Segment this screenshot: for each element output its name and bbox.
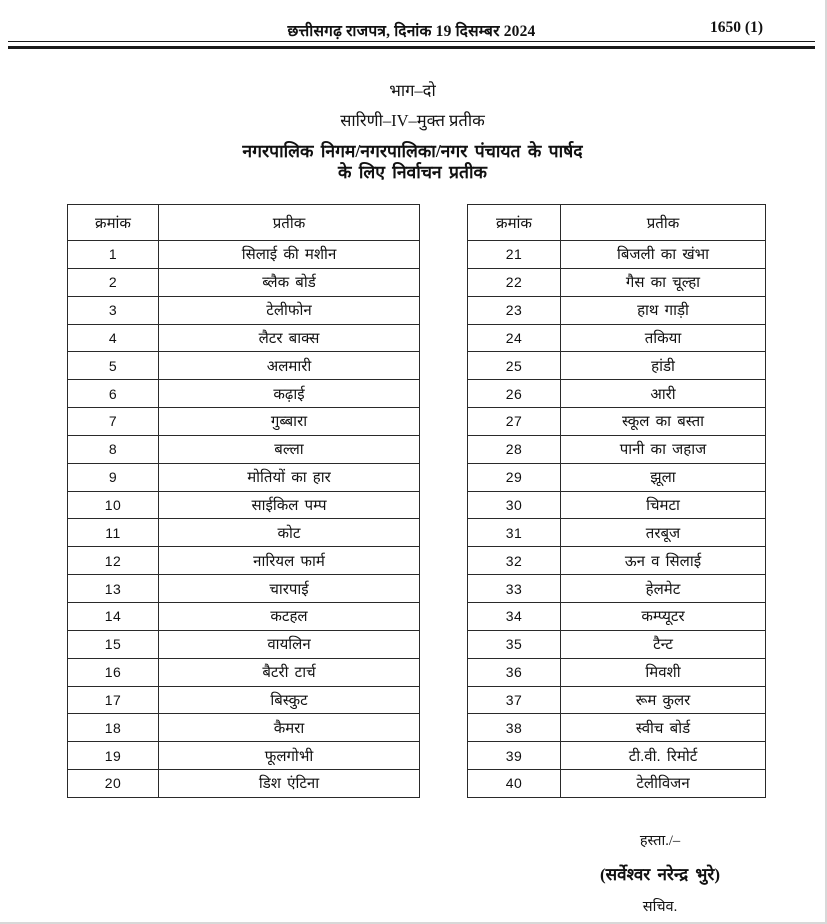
table-header-row: [68, 205, 420, 241]
serial-cell: 35: [468, 630, 561, 658]
symbol-cell: स्कूल का बस्ता: [561, 408, 766, 436]
serial-cell: 9: [68, 463, 159, 491]
title-block: [0, 78, 825, 131]
symbol-cell: मिवशी: [561, 658, 766, 686]
table-row: [468, 296, 766, 324]
table-row: [468, 575, 766, 603]
symbol-cell: स्वीच बोर्ड: [561, 714, 766, 742]
symbol-cell: वायलिन: [159, 630, 420, 658]
symbol-cell: हांडी: [561, 352, 766, 380]
symbol-cell: गुब्बारा: [159, 408, 420, 436]
serial-cell: 18: [68, 714, 159, 742]
table-row: [68, 268, 420, 296]
symbol-cell: हेलमेट: [561, 575, 766, 603]
serial-cell: 3: [68, 296, 159, 324]
serial-cell: 40: [468, 770, 561, 798]
table-row: [68, 380, 420, 408]
signature-block: [540, 830, 780, 916]
symbol-cell: गैस का चूल्हा: [561, 268, 766, 296]
symbol-cell: कैमरा: [159, 714, 420, 742]
table-row: [68, 686, 420, 714]
serial-cell: 38: [468, 714, 561, 742]
serial-cell: 24: [468, 324, 561, 352]
table-header-row: [468, 205, 766, 241]
serial-cell: 36: [468, 658, 561, 686]
symbol-cell: हाथ गाड़ी: [561, 296, 766, 324]
symbol-cell: चारपाई: [159, 575, 420, 603]
serial-cell: 31: [468, 519, 561, 547]
symbol-cell: मोतियों का हार: [159, 463, 420, 491]
serial-cell: 20: [68, 770, 159, 798]
symbol-cell: डिश एंटिना: [159, 770, 420, 798]
serial-cell: 29: [468, 463, 561, 491]
symbol-cell: कढ़ाई: [159, 380, 420, 408]
serial-header: क्रमांक: [468, 205, 561, 241]
table-row: [468, 630, 766, 658]
symbol-cell: फूलगोभी: [159, 742, 420, 770]
table-row: [68, 408, 420, 436]
symbols-table-right: [467, 204, 766, 798]
table-row: [68, 519, 420, 547]
main-title-line2: के लिए निर्वाचन प्रतीक: [338, 162, 487, 182]
table-row: [468, 324, 766, 352]
symbol-cell: बिजली का खंभा: [561, 241, 766, 269]
table-row: [468, 714, 766, 742]
symbol-cell: टेलीफोन: [159, 296, 420, 324]
table-row: [468, 602, 766, 630]
serial-cell: 7: [68, 408, 159, 436]
serial-cell: 34: [468, 602, 561, 630]
serial-cell: 13: [68, 575, 159, 603]
serial-cell: 28: [468, 435, 561, 463]
serial-cell: 14: [68, 602, 159, 630]
table-row: [68, 491, 420, 519]
symbol-cell: टेलीविजन: [561, 770, 766, 798]
table-row: [68, 658, 420, 686]
serial-cell: 12: [68, 547, 159, 575]
symbol-cell: कोट: [159, 519, 420, 547]
symbol-cell: बैटरी टार्च: [159, 658, 420, 686]
main-title-line1: नगरपालिक निगम/नगरपालिका/नगर पंचायत के पार्षद: [242, 141, 583, 161]
symbol-cell: ऊन व सिलाई: [561, 547, 766, 575]
symbol-cell: टैन्ट: [561, 630, 766, 658]
signature-prefix: हस्ता./–: [639, 833, 681, 849]
table-row: [68, 352, 420, 380]
part-title: भाग–दो: [389, 81, 436, 100]
table-row: [68, 241, 420, 269]
table-row: [468, 547, 766, 575]
series-title: सारिणी–IV–मुक्त प्रतीक: [340, 111, 485, 130]
symbol-cell: तरबूज: [561, 519, 766, 547]
serial-cell: 37: [468, 686, 561, 714]
serial-cell: 39: [468, 742, 561, 770]
table-row: [468, 686, 766, 714]
serial-cell: 23: [468, 296, 561, 324]
serial-cell: 26: [468, 380, 561, 408]
table-row: [468, 241, 766, 269]
symbol-cell: ब्लैक बोर्ड: [159, 268, 420, 296]
table-row: [68, 296, 420, 324]
serial-cell: 22: [468, 268, 561, 296]
symbol-cell: टी.वी. रिमोर्ट: [561, 742, 766, 770]
table-row: [68, 630, 420, 658]
serial-cell: 11: [68, 519, 159, 547]
table-row: [68, 547, 420, 575]
table-row: [68, 435, 420, 463]
table-row: [468, 352, 766, 380]
running-head: [8, 16, 815, 42]
table-row: [468, 463, 766, 491]
table-row: [68, 575, 420, 603]
serial-cell: 25: [468, 352, 561, 380]
table-row: [68, 324, 420, 352]
symbol-cell: झूला: [561, 463, 766, 491]
symbol-cell: साईकिल पम्प: [159, 491, 420, 519]
symbol-cell: आरी: [561, 380, 766, 408]
table-row: [68, 714, 420, 742]
signatory-name: (सर्वेश्वर नरेन्द्र भुरे): [600, 865, 720, 884]
symbol-header: प्रतीक: [159, 205, 420, 241]
table-row: [68, 602, 420, 630]
table-row: [68, 742, 420, 770]
symbol-header: प्रतीक: [561, 205, 766, 241]
symbols-table-left: [67, 204, 420, 798]
table-row: [468, 491, 766, 519]
symbol-cell: लैटर बाक्स: [159, 324, 420, 352]
table-row: [68, 770, 420, 798]
symbol-cell: कटहल: [159, 602, 420, 630]
serial-cell: 1: [68, 241, 159, 269]
symbol-cell: नारियल फार्म: [159, 547, 420, 575]
table-row: [468, 268, 766, 296]
serial-cell: 8: [68, 435, 159, 463]
serial-cell: 33: [468, 575, 561, 603]
table-row: [468, 380, 766, 408]
symbol-cell: बल्ला: [159, 435, 420, 463]
serial-cell: 17: [68, 686, 159, 714]
serial-cell: 10: [68, 491, 159, 519]
header-double-rule: [8, 46, 815, 49]
table-row: [468, 408, 766, 436]
serial-cell: 5: [68, 352, 159, 380]
table-row: [468, 435, 766, 463]
symbol-cell: तकिया: [561, 324, 766, 352]
serial-cell: 30: [468, 491, 561, 519]
signatory-designation: सचिव.: [642, 899, 678, 915]
serial-cell: 16: [68, 658, 159, 686]
symbol-cell: सिलाई की मशीन: [159, 241, 420, 269]
symbol-cell: रूम कुलर: [561, 686, 766, 714]
symbol-cell: बिस्कुट: [159, 686, 420, 714]
main-title: [0, 141, 825, 183]
symbol-cell: चिमटा: [561, 491, 766, 519]
table-row: [468, 519, 766, 547]
serial-cell: 21: [468, 241, 561, 269]
serial-cell: 32: [468, 547, 561, 575]
table-row: [468, 770, 766, 798]
serial-cell: 19: [68, 742, 159, 770]
gazette-title: छत्तीसगढ़ राजपत्र, दिनांक 19 दिसम्बर 2024: [287, 23, 536, 40]
serial-cell: 4: [68, 324, 159, 352]
page-number: 1650 (1): [710, 19, 763, 36]
symbol-cell: कम्प्यूटर: [561, 602, 766, 630]
serial-header: क्रमांक: [68, 205, 159, 241]
serial-cell: 6: [68, 380, 159, 408]
symbol-cell: अलमारी: [159, 352, 420, 380]
table-row: [68, 463, 420, 491]
table-row: [468, 658, 766, 686]
table-row: [468, 742, 766, 770]
serial-cell: 2: [68, 268, 159, 296]
symbol-cell: पानी का जहाज: [561, 435, 766, 463]
serial-cell: 27: [468, 408, 561, 436]
serial-cell: 15: [68, 630, 159, 658]
